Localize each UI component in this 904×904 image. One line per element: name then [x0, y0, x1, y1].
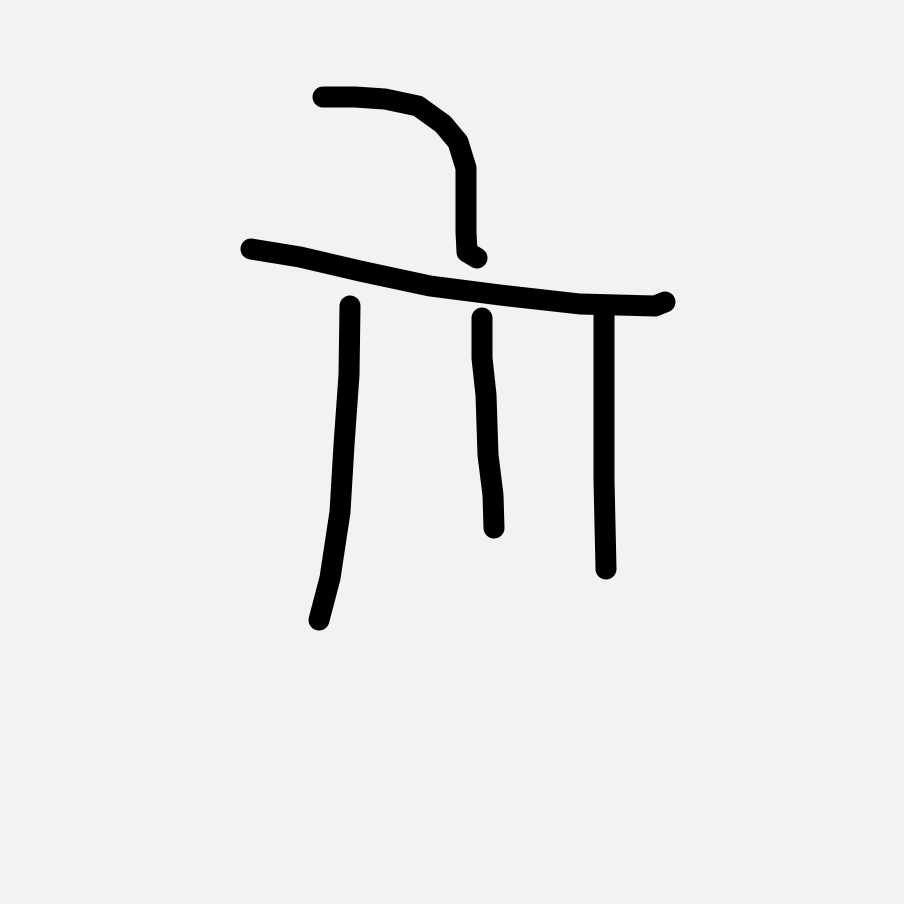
stroke-middle-leg	[482, 318, 494, 528]
stroke-right-leg	[604, 313, 606, 569]
